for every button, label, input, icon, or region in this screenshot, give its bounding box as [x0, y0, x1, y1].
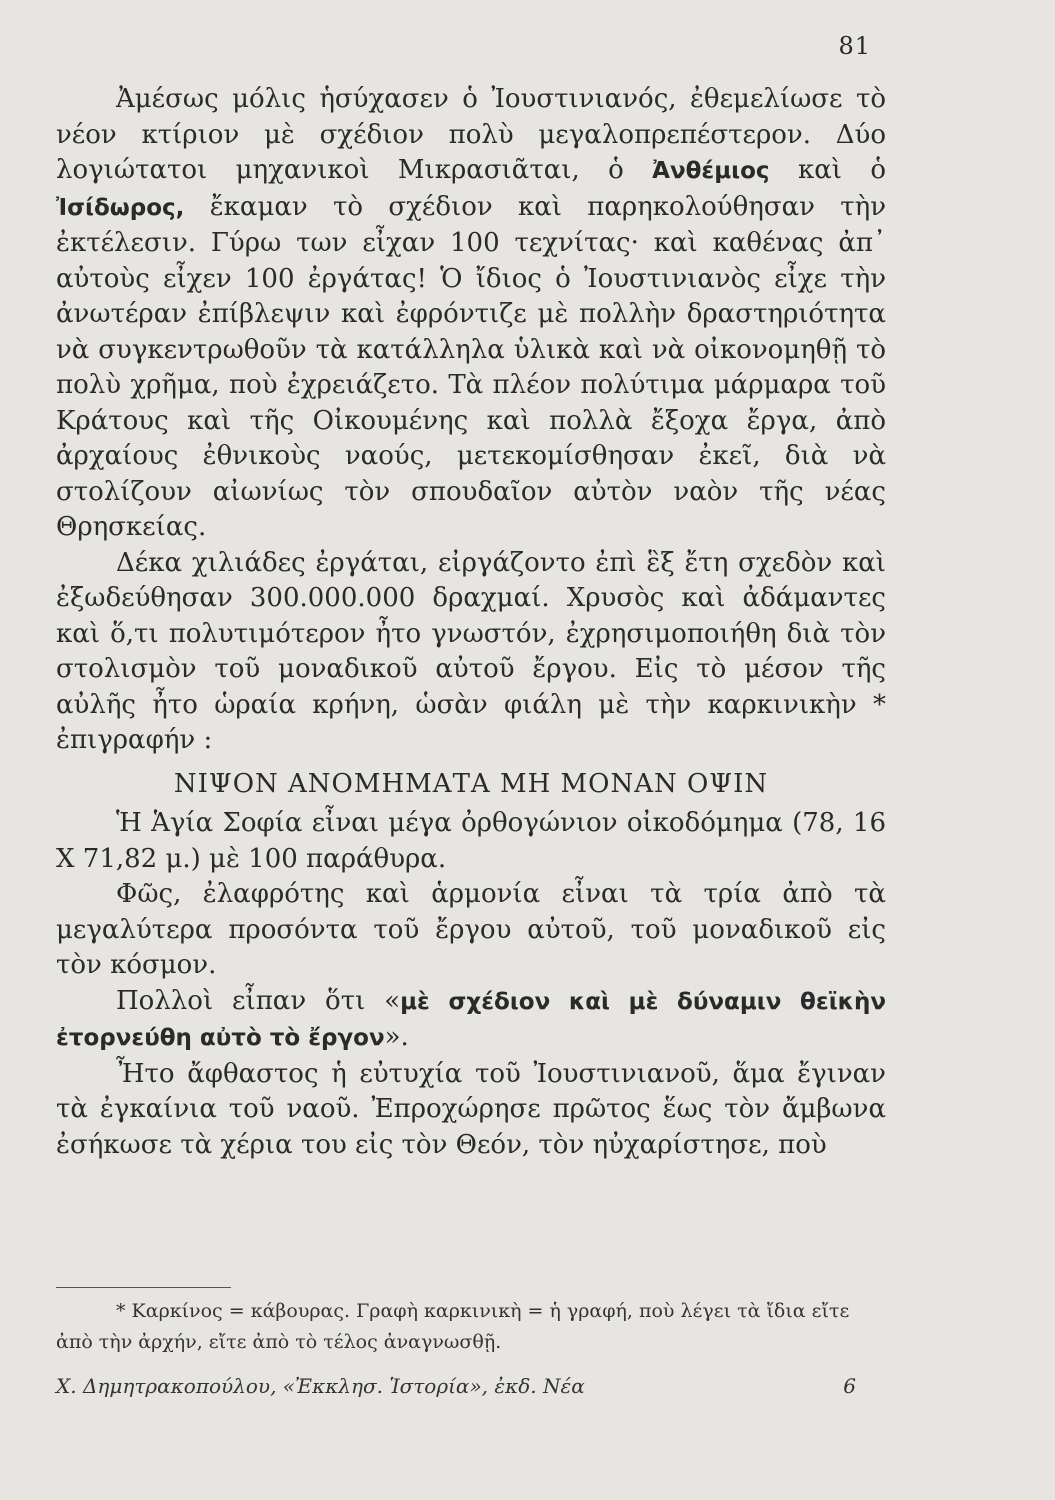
paragraph-light: Φῶς, ἐλαφρότης καὶ ἁρμονία εἶναι τὰ τρία ἀπὸ τὰ μεγαλύτερα προσόντα τοῦ ἔργου αὐτοῦ, τοῦ μοναδικοῦ εἰς τὸν κόσμον.	[56, 879, 886, 980]
signature-line	[56, 1374, 856, 1398]
footnote-text: * Καρκίνος = κάβουρας. Γραφὴ καρκινικὴ = ἡ γραφή, ποὺ λέγει τὰ ἴδια εἴτε ἀπὸ τὴν ἀρχήν, εἴτε ἀπὸ τὸ τέλος ἀναγνωσθῇ.	[56, 1300, 850, 1353]
book-signature: Χ. Δημητρακοπούλου, «Ἐκκλησ. Ἱστορία», ἐκδ. Νέα	[56, 1374, 585, 1398]
paragraph-dimensions: Ἡ Ἁγία Σοφία εἶναι μέγα ὀρθογώνιον οἰκοδόμημα (78, 16 Χ 71,82 μ.) μὲ 100 παράθυρα.	[56, 808, 886, 874]
quote-end: ».	[384, 1022, 409, 1052]
footnote-divider	[56, 1287, 231, 1288]
paragraph-text: καὶ ὁ	[797, 155, 886, 185]
paragraph-workers: Δέκα χιλιάδες ἐργάται, εἰργάζοντο ἐπὶ ἓξ ἔτη σχεδὸν καὶ ἐξωδεύθησαν 300.000.000 δραχμαί. Χρυσὸς καὶ ἀδάμαντες καὶ ὅ,τι πολυτιμότερον ἦτο γνωστόν, ἐχρησιμοποιήθη διὰ τὸν στολισμὸν τοῦ μοναδικοῦ αὐτοῦ ἔργου. Εἰς τὸ μέσον τῆς αὐλῆς ἦτο ὡραία κρήνη, ὡσὰν φιάλη μὲ τὴν καρκινικὴν * ἐπιγραφήν :	[56, 547, 886, 755]
page-number: 81	[838, 32, 871, 60]
paragraph-construction	[56, 82, 886, 546]
name-anthemios: Ἀνθέμιος	[652, 158, 770, 184]
footnote-block	[56, 1296, 886, 1358]
sheet-number: 6	[843, 1374, 856, 1398]
quote-lead: Πολλοὶ εἶπαν ὅτι «	[116, 985, 401, 1016]
quote-bold-text: μὲ σχέδιον καὶ μὲ δύναμιν θεϊκὴν ἐτορνεύθη αὐτὸ τὸ ἔργον	[56, 988, 886, 1051]
name-isidoros: Ἰσίδωρος,	[56, 194, 185, 221]
main-text	[56, 82, 886, 1163]
paragraph-text: Ἀμέσως μόλις ἡσύχασεν ὁ Ἰουστινιανός, ἐθεμελίωσε τὸ νέον κτίριον μὲ σχέδιον πολὺ μεγαλοπρεπέστερον. Δύο λογιώτατοι μηχανικοὶ Μικρασιᾶται, ὁ	[56, 84, 886, 185]
paragraph-inauguration: Ἦτο ἄφθαστος ἡ εὐτυχία τοῦ Ἰουστινιανοῦ, ἅμα ἔγιναν τὰ ἐγκαίνια τοῦ ναοῦ. Ἐπροχώρησε πρῶτος ἕως τὸν ἄμβωνα ἐσήκωσε τὰ χέρια του εἰς τὸν Θεόν, τὸν ηὐχαρίστησε, ποὺ	[56, 1058, 886, 1160]
paragraph-quote	[56, 984, 886, 1057]
paragraph-text: ἔκαμαν τὸ σχέδιον καὶ παρηκολούθησαν τὴν ἐκτέλεσιν. Γύρω των εἶχαν 100 τεχνίτας· καὶ καθένας ἀπ᾽ αὐτοὺς εἶχεν 100 ἐργάτας! Ὁ ἴδιος ὁ Ἰουστινιανὸς εἶχε τὴν ἀνωτέραν ἐπίβλεψιν καὶ ἐφρόντιζε μὲ πολλὴν δραστηριότητα νὰ συγκεντρωθοῦν τὰ κατάλληλα ὑλικὰ καὶ νὰ οἰκονομηθῇ τὸ πολὺ χρῆμα, ποὺ ἐχρειάζετο. Τὰ πλέον πολύτιμα μάρμαρα τοῦ Κράτους καὶ τῆς Οἰκουμένης καὶ πολλὰ ἔξοχα ἔργα, ἀπὸ ἀρχαίους ἐθνικοὺς ναούς, μετεκομίσθησαν ἐκεῖ, διὰ νὰ στολίζουν αἰωνίως τὸν σπουδαῖον αὐτὸν ναὸν τῆς νέας Θρησκείας.	[56, 191, 886, 542]
palindrome-inscription: ΝΙΨΟΝ ΑΝΟΜΗΜΑΤΑ ΜΗ ΜΟΝΑΝ ΟΨΙΝ	[173, 768, 769, 799]
